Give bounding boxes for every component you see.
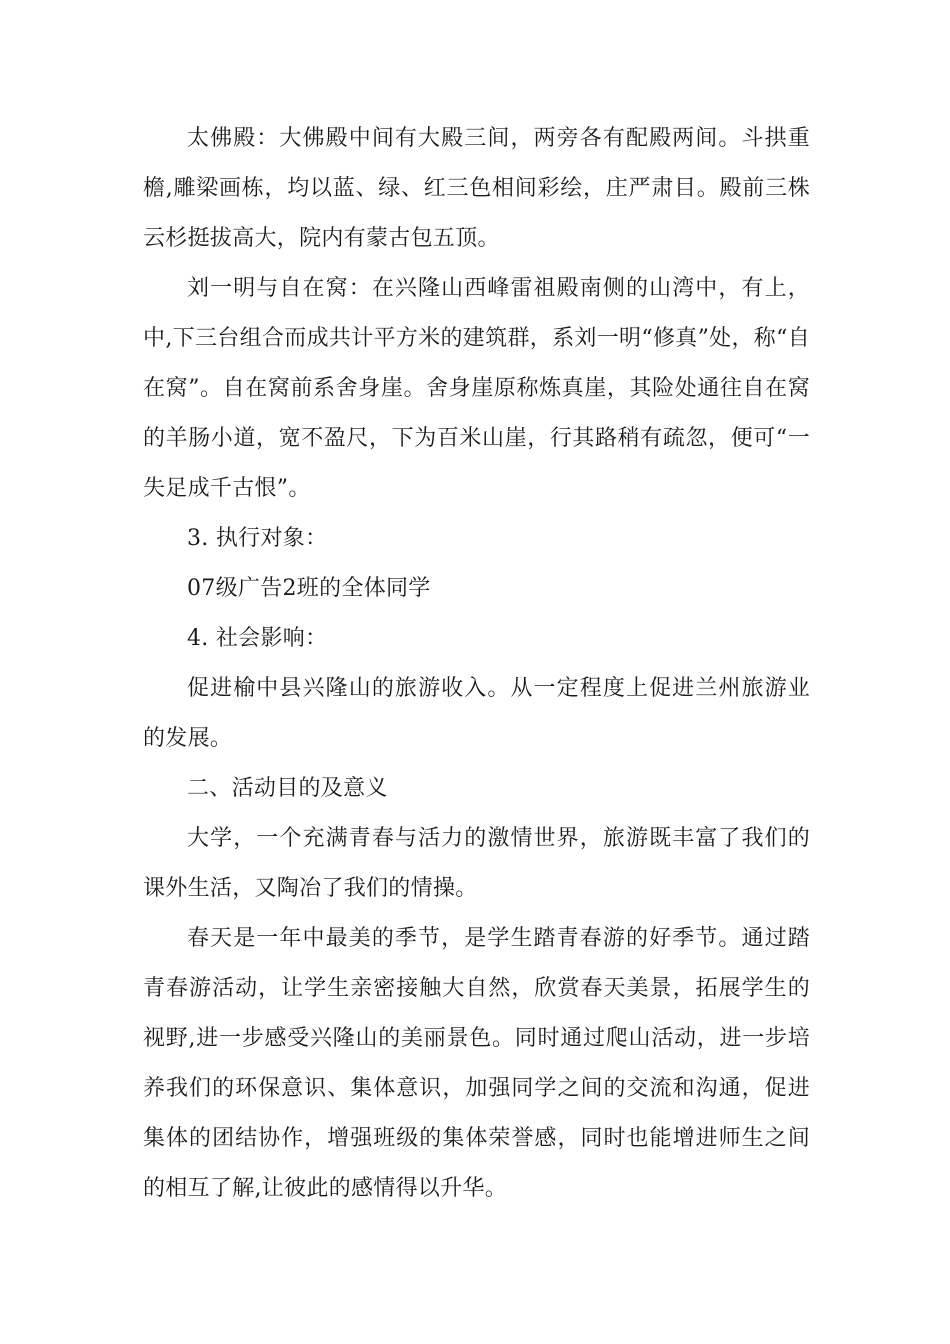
paragraph-dafo-hall: 太佛殿：大佛殿中间有大殿三间，两旁各有配殿两间。斗拱重檐,雕梁画栋，均以蓝、绿、红三色相间彩绘，庄严肃目。殿前三株云杉挺拔高大，院内有蒙古包五顶。 bbox=[143, 126, 810, 251]
paragraph-liu-yiming: 刘一明与自在窝：在兴隆山西峰雷祖殿南侧的山湾中，有上，中,下三台组合而成共计平方米的建筑群，系刘一明“修真”处，称“自在窝”。自在窝前系舍身崖。舍身崖原称炼真崖，其险处通往自在窝的羊肠小道，宽不盈尺，下为百米山崖，行其路稍有疏忽，便可“一失足成千古恨”。 bbox=[143, 276, 810, 501]
heading-social-impact: 4. 社会影响： bbox=[187, 626, 328, 651]
paragraph-university: 大学，一个充满青春与活力的激情世界，旅游既丰富了我们的课外生活，又陶冶了我们的情操。 bbox=[143, 826, 810, 901]
paragraph-spring: 春天是一年中最美的季节，是学生踏青春游的好季节。通过踏青春游活动，让学生亲密接触大自然，欣赏春天美景，拓展学生的视野,进一步感受兴隆山的美丽景色。同时通过爬山活动，进一步培养我们的环保意识、集体意识，加强同学之间的交流和沟通，促进集体的团结协作，增强班级的集体荣誉感，同时也能增进师生之间的相互了解,让彼此的感情得以升华。 bbox=[143, 926, 810, 1201]
document-page bbox=[143, 114, 810, 1214]
heading-purpose: 二、活动目的及意义 bbox=[187, 776, 388, 801]
paragraph-target-class: 07级广告2班的全体同学 bbox=[187, 576, 431, 601]
heading-execution-target: 3. 执行对象： bbox=[187, 526, 328, 551]
paragraph-impact: 促进榆中县兴隆山的旅游收入。从一定程度上促进兰州旅游业的发展。 bbox=[143, 676, 810, 751]
